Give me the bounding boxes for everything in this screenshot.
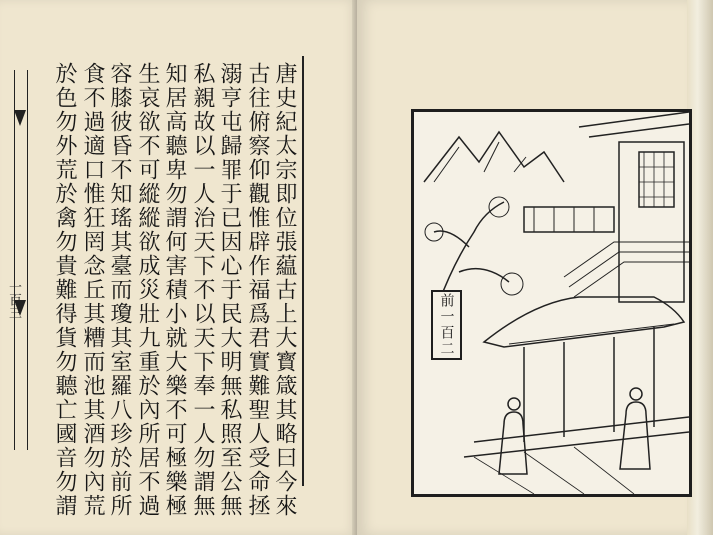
figure-right [620,402,650,469]
balustrade [524,207,614,232]
roof-eave [579,112,689,137]
figure-left [499,412,527,474]
floor-line [464,417,689,457]
text-column: 溺亨屯歸罪于已因心于民大明無私照至公無 [217,62,242,518]
text-column: 私親故以一人治天下不以天下奉一人勿謂無 [190,62,215,518]
mountain-outline [424,132,564,182]
text-column: 於色勿外荒於禽勿貴難得貨勿聽亡國音勿謂 [52,62,77,518]
text-column: 容膝彼昏不知瑤其臺而瓊其室羅八珍於前所 [107,62,132,518]
fish-tail-mark [14,110,26,126]
text-column: 古往俯察仰觀惟辟作福爲君實難聖人受命拯 [245,62,270,518]
folio-number: 一百三 [6,280,21,319]
pavilion-column [524,327,654,442]
text-column: 唐史紀太宗即位張藴古上大寳箴其略曰今來 [272,62,297,518]
margin-fish-tail [14,70,28,450]
text-column: 食不過適口惟狂罔念丘其糟而池其酒勿內荒 [80,62,105,518]
text-column: 知居高聽卑勿謂何害積小就大樂不可極樂極 [162,62,187,518]
text-column: 生哀欲不可縱縱欲成災壯九重於內所居不過 [135,62,160,518]
illustration-caption: 前一百二 [431,290,462,360]
